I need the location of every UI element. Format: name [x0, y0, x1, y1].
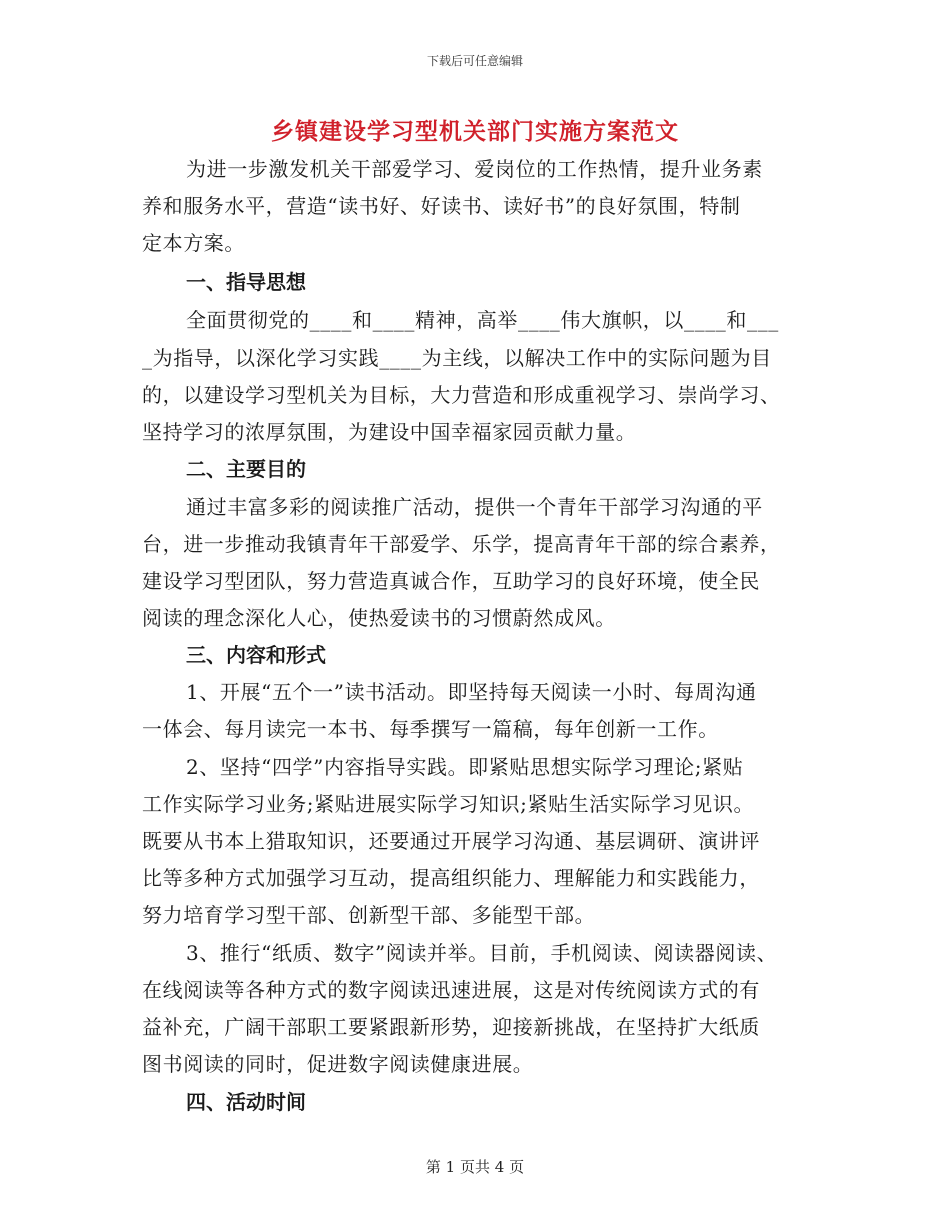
paragraph-line: 建设学习型团队，努力营造真诚合作，互助学习的良好环境，使全民	[142, 569, 760, 593]
paragraph-line: 比等多种方式加强学习互动，提高组织能力、理解能力和实践能力，	[142, 866, 760, 890]
section-heading: 三、内容和形式	[186, 643, 326, 667]
paragraph-line: 一体会、每月读完一本书、每季撰写一篇稿，每年创新一工作。	[142, 717, 719, 741]
paragraph-line: 通过丰富多彩的阅读推广活动，提供一个青年干部学习沟通的平	[186, 495, 763, 519]
paragraph-line: 1、开展“五个一”读书活动。即坚持每天阅读一小时、每周沟通	[186, 680, 757, 704]
paragraph-line: 养和服务水平，营造“读书好、好读书、读好书”的良好氛围，特制	[142, 194, 741, 218]
paragraph-line: 的，以建设学习型机关为目标，大力营造和形成重视学习、崇尚学习、	[142, 383, 781, 407]
paragraph-line: 工作实际学习业务;紧贴进展实际学习知识;紧贴生活实际学习见识。	[142, 792, 755, 816]
header-note: 下载后可任意编辑	[426, 54, 523, 68]
section-heading: 一、指导思想	[186, 270, 306, 294]
paragraph-line: 台，进一步推动我镇青年干部爱学、乐学，提高青年干部的综合素养，	[142, 532, 781, 556]
paragraph-line: 既要从书本上猎取知识，还要通过开展学习沟通、基层调研、演讲评	[142, 829, 760, 853]
paragraph-line: 3、推行“纸质、数字”阅读并举。目前，手机阅读、阅读器阅读、	[186, 941, 778, 965]
section-heading: 二、主要目的	[186, 457, 306, 481]
paragraph-line: 在线阅读等各种方式的数字阅读迅速进展，这是对传统阅读方式的有	[142, 978, 760, 1002]
paragraph-line: _为指导，以深化学习实践____为主线，以解决工作中的实际问题为目	[142, 346, 772, 370]
paragraph-line: 努力培育学习型干部、创新型干部、多能型干部。	[142, 903, 596, 927]
paragraph-line: 阅读的理念深化人心，使热爱读书的习惯蔚然成风。	[142, 606, 616, 630]
paragraph-line: 图书阅读的同时，促进数字阅读健康进展。	[142, 1052, 534, 1076]
paragraph-line: 益补充，广阔干部职工要紧跟新形势，迎接新挑战，在坚持扩大纸质	[142, 1015, 760, 1039]
paragraph-line: 全面贯彻党的____和____精神，高举____伟大旗帜，以____和___	[186, 308, 779, 332]
page-footer: 第 1 页共 4 页	[425, 1158, 525, 1176]
paragraph-line: 2、坚持“四学”内容指导实践。即紧贴思想实际学习理论;紧贴	[186, 755, 744, 779]
document-title: 乡镇建设学习型机关部门实施方案范文	[271, 118, 679, 145]
paragraph-line: 坚持学习的浓厚氛围，为建设中国幸福家园贡献力量。	[142, 420, 637, 444]
paragraph-line: 定本方案。	[142, 231, 245, 255]
paragraph-line: 为进一步激发机关干部爱学习、爱岗位的工作热情，提升业务素	[186, 157, 763, 181]
section-heading: 四、活动时间	[186, 1090, 306, 1114]
